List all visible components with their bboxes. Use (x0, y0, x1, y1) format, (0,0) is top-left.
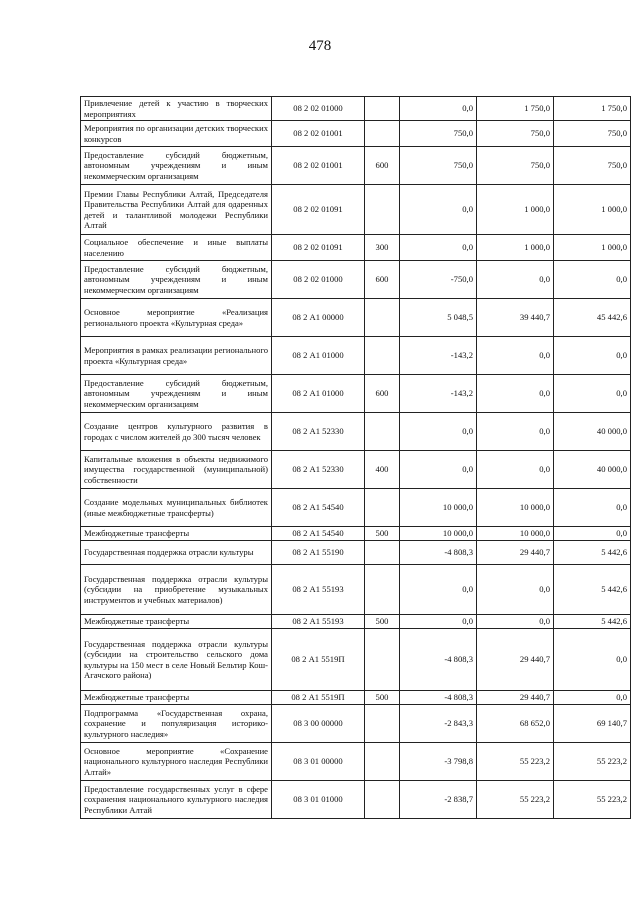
table-row (81, 691, 631, 705)
row-amount-1: 0,0 (400, 97, 477, 121)
table-row (81, 261, 631, 299)
row-amount-1: -4 808,3 (400, 691, 477, 705)
table-row (81, 629, 631, 691)
row-description: Премии Главы Республики Алтай, Председателя Правительства Республики Алтай для одаренных детей и талантливой молодежи Республики Алтай (81, 185, 272, 235)
row-expense-type: 600 (365, 375, 400, 413)
row-amount-3: 0,0 (554, 527, 631, 541)
page-number: 478 (308, 38, 332, 54)
row-description: Предоставление субсидий бюджетным, автономным учреждениям и иным некоммерческим организациям (81, 147, 272, 185)
row-code: 08 3 01 01000 (272, 781, 365, 819)
row-description: Предоставление государственных услуг в сфере сохранения национального культурного наследия Республики Алтай (81, 781, 272, 819)
table-row (81, 121, 631, 147)
row-description: Межбюджетные трансферты (81, 527, 272, 541)
row-description: Основное мероприятие «Сохранение национального культурного наследия Республики Алтай» (81, 743, 272, 781)
row-amount-3: 40 000,0 (554, 413, 631, 451)
row-amount-2: 0,0 (477, 375, 554, 413)
row-amount-3: 5 442,6 (554, 565, 631, 615)
row-code: 08 2 02 01001 (272, 121, 365, 147)
row-expense-type: 300 (365, 235, 400, 261)
row-expense-type (365, 743, 400, 781)
row-code: 08 2 02 01091 (272, 235, 365, 261)
row-description: Межбюджетные трансферты (81, 615, 272, 629)
row-description: Межбюджетные трансферты (81, 691, 272, 705)
table-row (81, 337, 631, 375)
row-amount-1: 0,0 (400, 565, 477, 615)
table-row (81, 781, 631, 819)
table-row (81, 235, 631, 261)
row-amount-3: 750,0 (554, 121, 631, 147)
row-expense-type (365, 781, 400, 819)
row-description: Мероприятия по организации детских творческих конкурсов (81, 121, 272, 147)
table-row (81, 451, 631, 489)
row-expense-type (365, 185, 400, 235)
row-expense-type (365, 413, 400, 451)
row-code: 08 2 А1 01000 (272, 375, 365, 413)
row-amount-2: 750,0 (477, 147, 554, 185)
row-expense-type: 600 (365, 147, 400, 185)
row-amount-1: -4 808,3 (400, 629, 477, 691)
row-amount-2: 1 000,0 (477, 185, 554, 235)
row-expense-type: 500 (365, 691, 400, 705)
row-amount-2: 29 440,7 (477, 691, 554, 705)
row-code: 08 2 А1 54540 (272, 489, 365, 527)
row-code: 08 2 А1 01000 (272, 337, 365, 375)
row-code: 08 2 02 01000 (272, 97, 365, 121)
row-amount-3: 0,0 (554, 691, 631, 705)
row-expense-type (365, 489, 400, 527)
table-row (81, 541, 631, 565)
row-amount-1: 0,0 (400, 413, 477, 451)
row-amount-2: 29 440,7 (477, 541, 554, 565)
row-code: 08 2 А1 00000 (272, 299, 365, 337)
row-amount-2: 1 000,0 (477, 235, 554, 261)
row-amount-2: 1 750,0 (477, 97, 554, 121)
row-amount-3: 1 000,0 (554, 185, 631, 235)
row-amount-1: 0,0 (400, 235, 477, 261)
row-description: Государственная поддержка отрасли культуры (субсидии на строительство сельского дома культуры на 150 мест в селе Новый Бельтир Кош-Агачского района) (81, 629, 272, 691)
row-amount-3: 5 442,6 (554, 615, 631, 629)
row-code: 08 2 02 01091 (272, 185, 365, 235)
row-amount-3: 0,0 (554, 629, 631, 691)
row-amount-1: 750,0 (400, 147, 477, 185)
row-amount-1: -3 798,8 (400, 743, 477, 781)
row-expense-type: 500 (365, 615, 400, 629)
row-amount-3: 69 140,7 (554, 705, 631, 743)
row-code: 08 2 А1 55193 (272, 565, 365, 615)
row-expense-type (365, 337, 400, 375)
table-row (81, 615, 631, 629)
table-row (81, 147, 631, 185)
row-amount-2: 0,0 (477, 615, 554, 629)
table-row (81, 489, 631, 527)
table-row (81, 565, 631, 615)
table-row (81, 97, 631, 121)
row-amount-2: 0,0 (477, 451, 554, 489)
row-amount-1: 0,0 (400, 615, 477, 629)
row-amount-3: 1 000,0 (554, 235, 631, 261)
table-row (81, 185, 631, 235)
row-code: 08 2 А1 5519П (272, 691, 365, 705)
row-amount-1: -143,2 (400, 375, 477, 413)
row-amount-1: 5 048,5 (400, 299, 477, 337)
row-description: Государственная поддержка отрасли культуры (субсидии на приобретение музыкальных инструментов и учебных материалов) (81, 565, 272, 615)
row-amount-2: 55 223,2 (477, 781, 554, 819)
row-amount-1: 10 000,0 (400, 489, 477, 527)
row-expense-type: 600 (365, 261, 400, 299)
row-amount-1: -4 808,3 (400, 541, 477, 565)
row-amount-2: 750,0 (477, 121, 554, 147)
row-code: 08 2 А1 52330 (272, 451, 365, 489)
row-amount-3: 0,0 (554, 337, 631, 375)
row-amount-3: 0,0 (554, 489, 631, 527)
row-expense-type: 500 (365, 527, 400, 541)
table-row (81, 705, 631, 743)
row-amount-3: 5 442,6 (554, 541, 631, 565)
row-amount-1: -2 843,3 (400, 705, 477, 743)
row-expense-type (365, 97, 400, 121)
table-row (81, 299, 631, 337)
row-amount-2: 10 000,0 (477, 489, 554, 527)
row-expense-type (365, 541, 400, 565)
row-code: 08 2 А1 52330 (272, 413, 365, 451)
row-expense-type (365, 629, 400, 691)
table-row (81, 413, 631, 451)
row-amount-3: 55 223,2 (554, 743, 631, 781)
row-expense-type (365, 299, 400, 337)
row-amount-3: 750,0 (554, 147, 631, 185)
budget-table (80, 96, 631, 819)
row-amount-1: -143,2 (400, 337, 477, 375)
row-amount-3: 40 000,0 (554, 451, 631, 489)
row-amount-1: 10 000,0 (400, 527, 477, 541)
row-code: 08 2 А1 55190 (272, 541, 365, 565)
row-description: Предоставление субсидий бюджетным, автономным учреждениям и иным некоммерческим организациям (81, 261, 272, 299)
row-amount-2: 29 440,7 (477, 629, 554, 691)
row-code: 08 2 02 01000 (272, 261, 365, 299)
row-description: Привлечение детей к участию в творческих мероприятиях (81, 97, 272, 121)
row-code: 08 2 А1 5519П (272, 629, 365, 691)
row-amount-1: -2 838,7 (400, 781, 477, 819)
row-amount-2: 0,0 (477, 413, 554, 451)
row-description: Создание модельных муниципальных библиотек (иные межбюджетные трансферты) (81, 489, 272, 527)
row-amount-3: 45 442,6 (554, 299, 631, 337)
row-description: Основное мероприятие «Реализация регионального проекта «Культурная среда» (81, 299, 272, 337)
row-code: 08 3 00 00000 (272, 705, 365, 743)
row-amount-2: 68 652,0 (477, 705, 554, 743)
row-amount-1: 750,0 (400, 121, 477, 147)
row-amount-2: 0,0 (477, 337, 554, 375)
row-amount-2: 0,0 (477, 565, 554, 615)
row-amount-3: 0,0 (554, 375, 631, 413)
row-description: Создание центров культурного развития в городах с числом жителей до 300 тысяч человек (81, 413, 272, 451)
row-expense-type: 400 (365, 451, 400, 489)
row-description: Предоставление субсидий бюджетным, автономным учреждениям и иным некоммерческим организациям (81, 375, 272, 413)
row-description: Капитальные вложения в объекты недвижимого имущества государственной (муниципальной) собственности (81, 451, 272, 489)
row-description: Социальное обеспечение и иные выплаты населению (81, 235, 272, 261)
row-code: 08 2 А1 55193 (272, 615, 365, 629)
row-amount-3: 0,0 (554, 261, 631, 299)
row-description: Подпрограмма «Государственная охрана, сохранение и популяризация историко-культурного наследия» (81, 705, 272, 743)
row-amount-2: 39 440,7 (477, 299, 554, 337)
row-amount-3: 55 223,2 (554, 781, 631, 819)
row-amount-2: 10 000,0 (477, 527, 554, 541)
row-amount-2: 0,0 (477, 261, 554, 299)
row-amount-1: 0,0 (400, 185, 477, 235)
row-expense-type (365, 565, 400, 615)
table-row (81, 527, 631, 541)
row-amount-1: -750,0 (400, 261, 477, 299)
row-expense-type (365, 121, 400, 147)
row-code: 08 2 А1 54540 (272, 527, 365, 541)
table-row (81, 743, 631, 781)
row-amount-1: 0,0 (400, 451, 477, 489)
row-amount-2: 55 223,2 (477, 743, 554, 781)
row-amount-3: 1 750,0 (554, 97, 631, 121)
row-description: Мероприятия в рамках реализации регионального проекта «Культурная среда» (81, 337, 272, 375)
row-code: 08 3 01 00000 (272, 743, 365, 781)
row-expense-type (365, 705, 400, 743)
table-row (81, 375, 631, 413)
row-code: 08 2 02 01001 (272, 147, 365, 185)
row-description: Государственная поддержка отрасли культуры (81, 541, 272, 565)
